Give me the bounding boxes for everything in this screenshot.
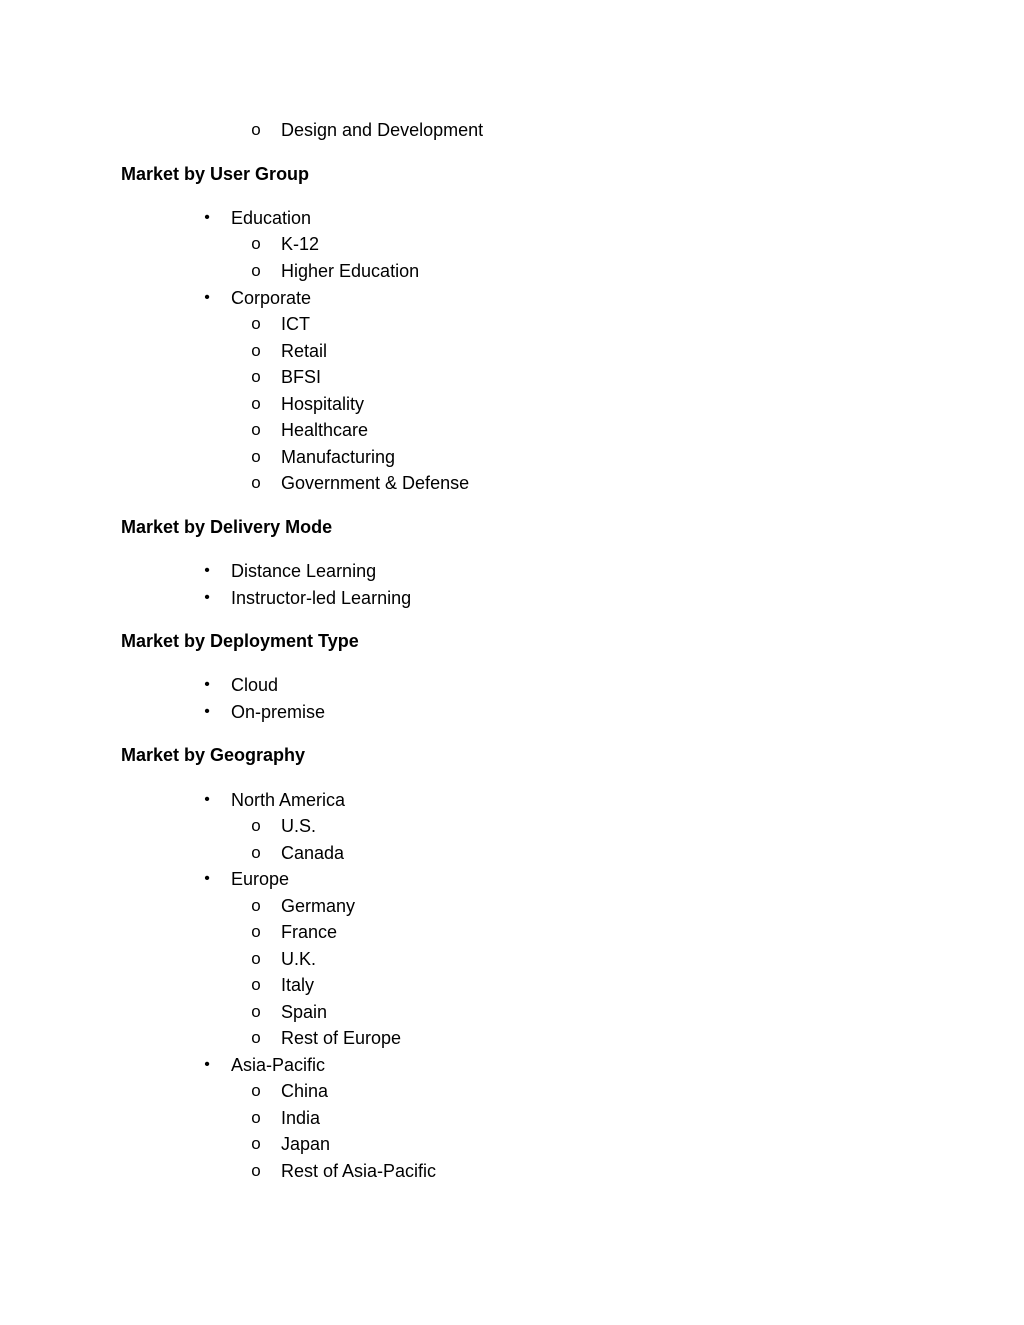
- list-item: [0, 787, 1024, 813]
- sub-list-item-label: Higher Education: [281, 261, 420, 281]
- list-item-label: Instructor-led Learning: [231, 588, 412, 608]
- sub-list-item: [0, 258, 1024, 284]
- sub-list-item: [0, 946, 1024, 972]
- list-item: [0, 117, 1024, 143]
- sub-list-item-label: Japan: [281, 1134, 331, 1154]
- circle-bullet-icon: o: [251, 1002, 261, 1021]
- circle-bullet-icon: o: [251, 314, 261, 333]
- circle-bullet-icon: o: [251, 1134, 261, 1153]
- circle-bullet-icon: o: [251, 447, 261, 466]
- sub-list-item: [0, 919, 1024, 945]
- dot-bullet-icon: •: [204, 791, 210, 808]
- list-item-label: Cloud: [231, 675, 279, 695]
- sub-list-item: [0, 893, 1024, 919]
- circle-bullet-icon: o: [251, 975, 261, 994]
- sub-list-item-label: K-12: [281, 234, 320, 254]
- section-heading: Market by Deployment Type: [121, 631, 359, 651]
- list-item-label: Design and Development: [281, 120, 484, 140]
- sub-list-item: [0, 311, 1024, 337]
- list-item-label: Asia-Pacific: [231, 1055, 326, 1075]
- section-heading: Market by Delivery Mode: [121, 517, 333, 537]
- sub-list-item: [0, 444, 1024, 470]
- sub-list-item-label: India: [281, 1108, 321, 1128]
- sub-list-item: [0, 470, 1024, 496]
- list-item: [0, 285, 1024, 311]
- circle-bullet-icon: o: [251, 261, 261, 280]
- list-item-label: On-premise: [231, 702, 326, 722]
- section-heading: Market by User Group: [121, 164, 310, 184]
- circle-bullet-icon: o: [251, 843, 261, 862]
- sub-list-item: [0, 1158, 1024, 1184]
- sub-list-item-label: BFSI: [281, 367, 322, 387]
- list-item: [0, 672, 1024, 698]
- sub-list-item-label: U.K.: [281, 949, 317, 969]
- sub-list-item: [0, 364, 1024, 390]
- sub-list-item: [0, 231, 1024, 257]
- sub-list-item-label: Rest of Asia-Pacific: [281, 1161, 437, 1181]
- sub-list-item: [0, 417, 1024, 443]
- sub-list-item: [0, 1105, 1024, 1131]
- list-item: [0, 558, 1024, 584]
- dot-bullet-icon: •: [204, 289, 210, 306]
- dot-bullet-icon: •: [204, 562, 210, 579]
- circle-bullet-icon: o: [251, 394, 261, 413]
- section-heading: Market by Geography: [121, 745, 306, 765]
- circle-bullet-icon: o: [251, 341, 261, 360]
- circle-bullet-icon: o: [251, 367, 261, 386]
- sub-list-item-label: China: [281, 1081, 329, 1101]
- sub-list-item: [0, 813, 1024, 839]
- circle-bullet-icon: o: [251, 1108, 261, 1127]
- circle-bullet-icon: o: [251, 1081, 261, 1100]
- sub-list-item-label: Retail: [281, 341, 328, 361]
- sub-list-item: [0, 338, 1024, 364]
- sub-list-item-label: Canada: [281, 843, 345, 863]
- sub-list-item-label: ICT: [281, 314, 310, 334]
- sub-list-item-label: Manufacturing: [281, 447, 396, 467]
- sub-list-item: [0, 391, 1024, 417]
- sub-list-item-label: Hospitality: [281, 394, 365, 414]
- circle-bullet-icon: o: [251, 949, 261, 968]
- circle-bullet-icon: o: [251, 1161, 261, 1180]
- dot-bullet-icon: •: [204, 676, 210, 693]
- list-item: [0, 866, 1024, 892]
- circle-bullet-icon: o: [251, 420, 261, 439]
- sub-list-item-label: Government & Defense: [281, 473, 470, 493]
- list-item-label: Education: [231, 208, 312, 228]
- list-item-label: Europe: [231, 869, 290, 889]
- sub-list-item-label: Spain: [281, 1002, 328, 1022]
- sub-list-item-label: Healthcare: [281, 420, 369, 440]
- dot-bullet-icon: •: [204, 589, 210, 606]
- dot-bullet-icon: •: [204, 209, 210, 226]
- dot-bullet-icon: •: [204, 703, 210, 720]
- sub-list-item: [0, 1078, 1024, 1104]
- sub-list-item-label: Rest of Europe: [281, 1028, 402, 1048]
- dot-bullet-icon: •: [204, 870, 210, 887]
- list-item: [0, 205, 1024, 231]
- list-item: [0, 585, 1024, 611]
- circle-bullet-icon: o: [251, 1028, 261, 1047]
- circle-bullet-icon: o: [251, 816, 261, 835]
- circle-bullet-icon: o: [251, 473, 261, 492]
- circle-bullet-icon: o: [251, 922, 261, 941]
- list-item: [0, 1052, 1024, 1078]
- circle-bullet-icon: o: [251, 120, 261, 139]
- list-item-label: Distance Learning: [231, 561, 377, 581]
- list-item-label: North America: [231, 790, 346, 810]
- sub-list-item: [0, 1025, 1024, 1051]
- sub-list-item-label: U.S.: [281, 816, 317, 836]
- sub-list-item: [0, 972, 1024, 998]
- sub-list-item: [0, 999, 1024, 1025]
- circle-bullet-icon: o: [251, 234, 261, 253]
- sub-list-item: [0, 840, 1024, 866]
- sub-list-item-label: Italy: [281, 975, 315, 995]
- list-item: [0, 699, 1024, 725]
- list-item-label: Corporate: [231, 288, 312, 308]
- dot-bullet-icon: •: [204, 1056, 210, 1073]
- sub-list-item-label: Germany: [281, 896, 356, 916]
- circle-bullet-icon: o: [251, 896, 261, 915]
- sub-list-item-label: France: [281, 922, 338, 942]
- sub-list-item: [0, 1131, 1024, 1157]
